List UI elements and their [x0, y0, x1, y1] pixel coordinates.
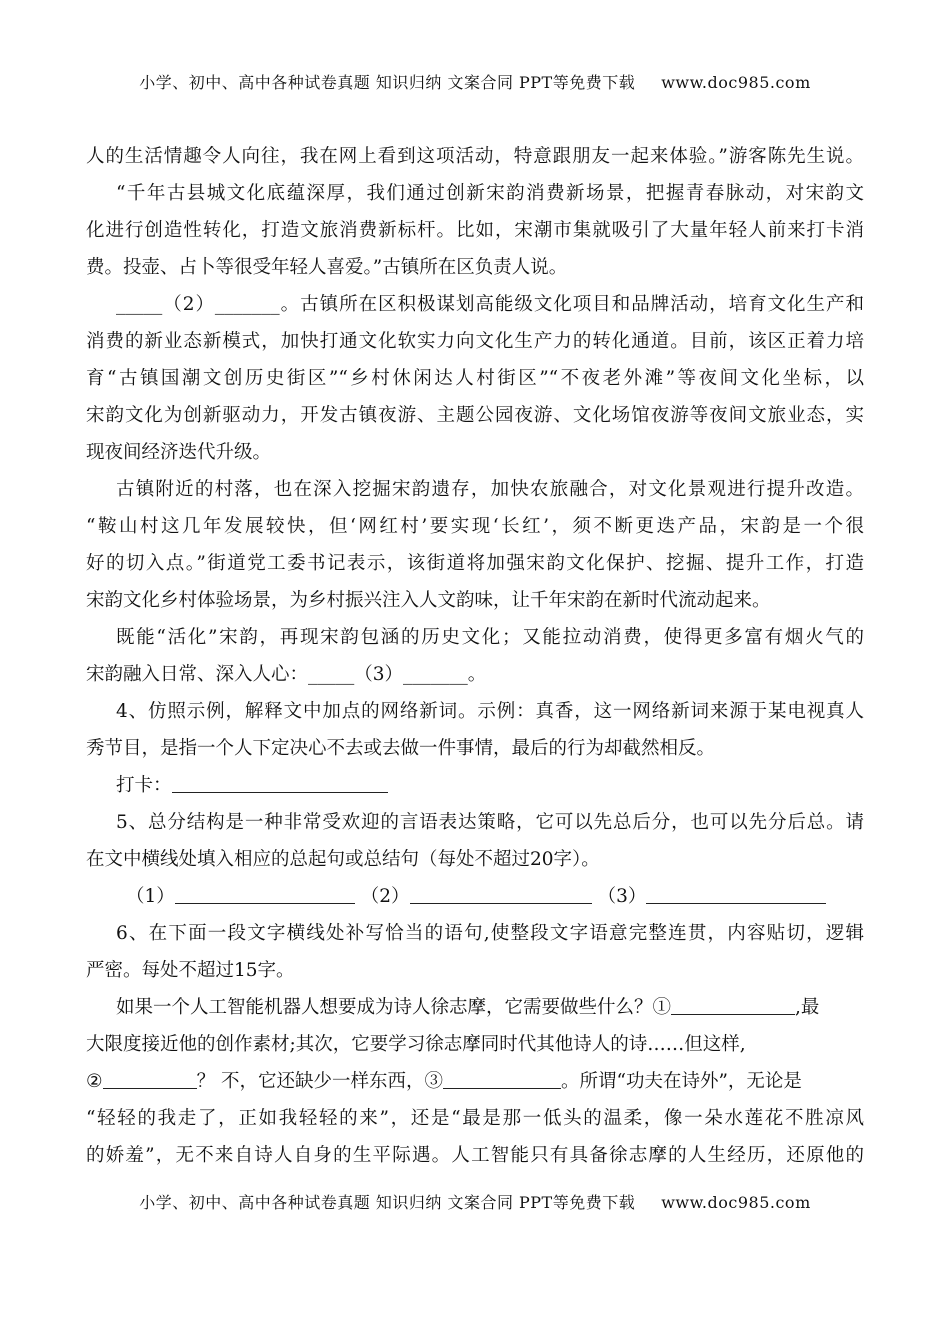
page-header [0, 70, 950, 93]
question-6: 6、在下面一段文字横线处补写恰当的语句,使整段文字语意完整连贯，内容贴切，逻辑 [116, 923, 864, 944]
question-5: 5、总分结构是一种非常受欢迎的言语表达策略，它可以先总后分，也可以先分后总。请 [116, 812, 864, 833]
text-span: ,最 [795, 997, 820, 1018]
text-line: “轻轻的我走了，正如我轻轻的来”，还是“最是那一低头的温柔，像一朵水莲花不胜凉风 [86, 1108, 864, 1129]
answer-blank[interactable] [172, 770, 388, 793]
text-line: 消费的新业态新模式，加快打通文化软实力向文化生产力的转化通道。目前，该区正着力培 [86, 331, 864, 352]
text-line: 好的切入点。”街道党工委书记表示，该街道将加强宋韵文化保护、挖掘、提升工作，打造 [86, 553, 864, 574]
answer-blank-3[interactable] [646, 881, 826, 904]
text-line: “千年古县城文化底蕴深厚，我们通过创新宋韵消费新场景，把握青春脉动，对宋韵文 [116, 183, 864, 204]
answer-blank-1[interactable] [175, 881, 355, 904]
answer-line-daka [86, 767, 864, 804]
text-line: 在文中横线处填入相应的总起句或总结句（每处不超过20字）。 [86, 849, 600, 870]
text-line: “鞍山村这几年发展较快，但‘网红村’要实现‘长红’，须不断更迭产品，宋韵是一个很 [86, 516, 864, 537]
answer-blank-circle-1[interactable] [671, 992, 795, 1015]
text-line: 宋韵融入日常、深入人心：_____（3）_______。 [86, 664, 487, 685]
page-footer [0, 1190, 950, 1213]
answer-blank-circle-2[interactable] [103, 1066, 197, 1089]
answer-label: （3） [597, 886, 647, 907]
footer-url: www.doc985.com [661, 1193, 811, 1212]
text-span: ② [86, 1071, 103, 1092]
text-line: 现夜间经济迭代升级。 [86, 442, 272, 463]
text-line: 秀节目，是指一个人下定决心不去或去做一件事情，最后的行为却截然相反。 [86, 738, 716, 759]
answer-blank-circle-3[interactable] [443, 1066, 561, 1089]
text-line: 严密。每处不超过15字。 [86, 960, 295, 981]
text-line: 宋韵文化乡村体验场景，为乡村振兴注入人文韵味，让千年宋韵在新时代流动起来。 [86, 590, 771, 611]
text-line: 费。投壶、占卜等很受年轻人喜爱。”古镇所在区负责人说。 [86, 257, 568, 278]
text-line [86, 1063, 864, 1100]
text-span: ？ 不，它还缺少一样东西，③ [196, 1071, 443, 1092]
text-span: 如果一个人工智能机器人想要成为诗人徐志摩，它需要做些什么？① [116, 997, 672, 1018]
header-url: www.doc985.com [661, 73, 811, 92]
answer-label: （2） [360, 886, 410, 907]
text-line [86, 989, 864, 1026]
text-span: 。所谓“功夫在诗外”，无论是 [560, 1071, 802, 1092]
text-line: 育“古镇国潮文创历史街区”“乡村休闲达人村街区”“不夜老外滩”等夜间文化坐标，以 [86, 368, 864, 389]
answer-line-q5 [86, 878, 864, 915]
text-line: 大限度接近他的创作素材;其次，它要学习徐志摩同时代其他诗人的诗……但这样, [86, 1034, 746, 1055]
text-line: 既能“活化”宋韵，再现宋韵包涵的历史文化；又能拉动消费，使得更多富有烟火气的 [116, 627, 864, 648]
question-4: 4、仿照示例，解释文中加点的网络新词。示例：真香，这一网络新词来源于某电视真人 [116, 701, 864, 722]
text-line: 宋韵文化为创新驱动力，开发古镇夜游、主题公园夜游、文化场馆夜游等夜间文旅业态，实 [86, 405, 864, 426]
answer-blank-2[interactable] [410, 881, 592, 904]
text-line: _____（2）_______。古镇所在区积极谋划高能级文化项目和品牌活动，培育文化生产和 [116, 294, 864, 315]
document-body [86, 138, 864, 1174]
footer-text: 小学、初中、高中各种试卷真题 知识归纳 文案合同 PPT等免费下载 [139, 1193, 636, 1212]
text-line: 人的生活情趣令人向往，我在网上看到这项活动，特意跟朋友一起来体验。”游客陈先生说。 [86, 146, 864, 167]
answer-label: 打卡： [116, 775, 172, 796]
text-line: 的娇羞”，无不来自诗人自身的生平际遇。人工智能只有具备徐志摩的人生经历，还原他的 [86, 1145, 864, 1166]
answer-label: （1） [126, 886, 175, 907]
header-text: 小学、初中、高中各种试卷真题 知识归纳 文案合同 PPT等免费下载 [139, 73, 636, 92]
text-line: 古镇附近的村落，也在深入挖掘宋韵遗存，加快农旅融合，对文化景观进行提升改造。 [116, 479, 864, 500]
text-line: 化进行创造性转化，打造文旅消费新标杆。比如，宋潮市集就吸引了大量年轻人前来打卡消 [86, 220, 864, 241]
